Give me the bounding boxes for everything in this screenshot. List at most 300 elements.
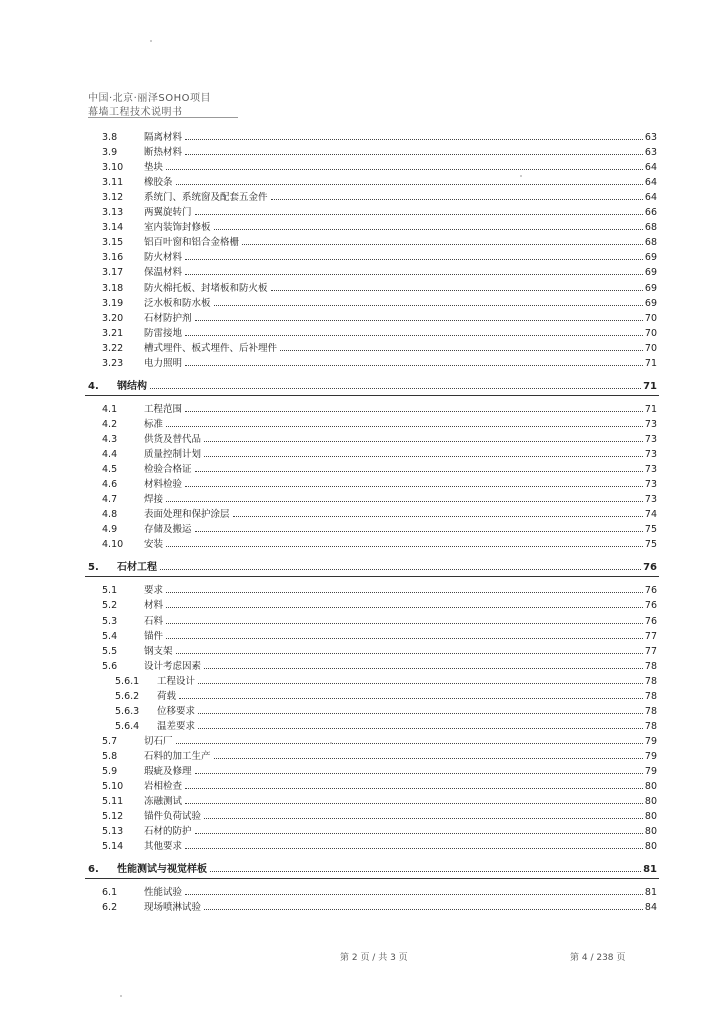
toc-entry xyxy=(144,750,657,764)
toc-subsection-row[interactable] xyxy=(0,705,724,719)
toc-leader-dots xyxy=(150,388,641,389)
toc-leader-dots xyxy=(195,773,643,774)
toc-leader-dots xyxy=(166,501,643,502)
toc-entry xyxy=(157,705,657,719)
toc-title: 槽式埋件、板式埋件、后补埋件 xyxy=(144,342,278,354)
toc-number: 6. xyxy=(88,864,99,876)
toc-title: 锚件负荷试验 xyxy=(144,811,202,823)
toc-leader-dots xyxy=(176,653,643,654)
toc-leader-dots xyxy=(195,833,643,834)
toc-entry xyxy=(144,433,657,447)
toc-title: 钢结构 xyxy=(117,380,147,392)
toc-entry xyxy=(144,266,657,280)
toc-number: 5.7 xyxy=(102,735,118,747)
toc-number: 5.10 xyxy=(102,781,124,793)
toc-page-number: 81 xyxy=(644,887,657,899)
toc-section-row[interactable] xyxy=(0,645,724,659)
toc-page-number: 79 xyxy=(644,750,657,762)
toc-section-row[interactable] xyxy=(0,327,724,341)
toc-page-number: 73 xyxy=(644,418,657,430)
toc-entry xyxy=(144,615,657,629)
toc-entry xyxy=(144,251,657,265)
toc-number: 3.14 xyxy=(102,222,124,234)
toc-number: 4.1 xyxy=(102,403,118,415)
toc-title: 供货及替代品 xyxy=(144,433,202,445)
toc-entry xyxy=(144,735,657,749)
toc-page-number: 75 xyxy=(644,539,657,551)
toc-entry xyxy=(144,901,657,915)
toc-entry xyxy=(144,765,657,779)
toc-number: 5.13 xyxy=(102,826,124,838)
toc-entry xyxy=(144,795,657,809)
toc-entry xyxy=(144,161,657,175)
scan-speck xyxy=(120,995,122,997)
toc-title: 安装 xyxy=(144,539,164,551)
chapter-divider xyxy=(85,878,659,879)
toc-section-row[interactable] xyxy=(0,599,724,613)
toc-page-number: 80 xyxy=(644,841,657,853)
toc-page-number: 77 xyxy=(644,630,657,642)
toc-chapter-row[interactable] xyxy=(0,380,724,394)
toc-page-number: 68 xyxy=(644,237,657,249)
toc-number: 5.6 xyxy=(102,660,118,672)
toc-entry xyxy=(144,645,657,659)
toc-title: 工程设计 xyxy=(157,675,196,687)
toc-section-row[interactable] xyxy=(0,146,724,160)
toc-page-number: 71 xyxy=(644,357,657,369)
toc-leader-dots xyxy=(185,365,643,366)
toc-entry xyxy=(144,508,657,522)
toc-page-number: 70 xyxy=(644,342,657,354)
toc-section-row[interactable] xyxy=(0,795,724,809)
toc-page-number: 80 xyxy=(644,826,657,838)
toc-page-number: 76 xyxy=(643,562,657,574)
toc-section-row[interactable] xyxy=(0,901,724,915)
toc-section-row[interactable] xyxy=(0,538,724,552)
toc-leader-dots xyxy=(176,184,643,185)
toc-number: 4.6 xyxy=(102,479,118,491)
toc-page-number: 75 xyxy=(644,524,657,536)
toc-entry xyxy=(117,863,657,877)
toc-entry xyxy=(144,282,657,296)
toc-title: 性能测试与视觉样板 xyxy=(117,864,207,876)
toc-page-number: 64 xyxy=(644,192,657,204)
toc-page-number: 76 xyxy=(644,585,657,597)
toc-page-number: 64 xyxy=(644,177,657,189)
toc-number: 5.1 xyxy=(102,585,118,597)
toc-leader-dots xyxy=(198,728,643,729)
toc-page-number: 63 xyxy=(644,132,657,143)
toc-number: 3.22 xyxy=(102,342,124,354)
toc-section-row[interactable] xyxy=(0,403,724,417)
toc-leader-dots xyxy=(242,244,643,245)
toc-leader-dots xyxy=(214,229,643,230)
toc-leader-dots xyxy=(214,305,643,306)
toc-entry xyxy=(144,327,657,341)
toc-section-row[interactable] xyxy=(0,463,724,477)
toc-leader-dots xyxy=(185,788,643,789)
toc-section-row[interactable] xyxy=(0,508,724,522)
toc-number: 3.20 xyxy=(102,312,124,324)
toc-leader-dots xyxy=(271,290,643,291)
toc-leader-dots xyxy=(185,274,643,275)
toc-section-row[interactable] xyxy=(0,615,724,629)
scan-speck xyxy=(520,175,522,177)
toc-title: 系统门、系统窗及配套五金件 xyxy=(144,192,268,204)
toc-page-number: 81 xyxy=(643,864,657,876)
toc-number: 5.14 xyxy=(102,841,124,853)
toc-section-row[interactable] xyxy=(0,780,724,794)
toc-section-row[interactable] xyxy=(0,282,724,296)
toc-title: 室内装饰封修板 xyxy=(144,222,211,234)
toc-leader-dots xyxy=(280,350,643,351)
toc-number: 3.17 xyxy=(102,267,124,279)
footer-page-of-document: 第 4 / 238 页 xyxy=(570,953,626,963)
toc-entry xyxy=(144,312,657,326)
toc-entry xyxy=(144,418,657,432)
toc-title: 检验合格证 xyxy=(144,464,192,476)
toc-title: 隔离材料 xyxy=(144,132,183,143)
toc-title: 保温材料 xyxy=(144,267,183,279)
toc-page-number: 78 xyxy=(644,660,657,672)
toc-number: 5.12 xyxy=(102,811,124,823)
chapter-divider xyxy=(85,395,659,396)
toc-entry xyxy=(144,538,657,552)
toc-entry xyxy=(144,463,657,477)
toc-leader-dots xyxy=(198,713,643,714)
toc-number: 5.5 xyxy=(102,645,118,657)
toc-leader-dots xyxy=(185,894,643,895)
toc-page-number: 73 xyxy=(644,479,657,491)
toc-title: 其他要求 xyxy=(144,841,183,853)
toc-section-row[interactable] xyxy=(0,750,724,764)
toc-page-number: 79 xyxy=(644,735,657,747)
project-title: 中国·北京·丽泽SOHO项目 xyxy=(88,93,211,104)
toc-section-row[interactable] xyxy=(0,161,724,175)
toc-subsection-row[interactable] xyxy=(0,675,724,689)
toc-leader-dots xyxy=(185,411,643,412)
toc-number: 4.9 xyxy=(102,524,118,536)
toc-entry xyxy=(144,191,657,205)
toc-number: 5.6.4 xyxy=(115,720,140,732)
toc-section-row[interactable] xyxy=(0,493,724,507)
toc-number: 3.10 xyxy=(102,162,124,174)
toc-title: 要求 xyxy=(144,585,164,597)
toc-title: 铝百叶窗和铝合金格栅 xyxy=(144,237,240,249)
toc-title: 垫块 xyxy=(144,162,164,174)
toc-page-number: 78 xyxy=(644,675,657,687)
toc-entry xyxy=(157,720,657,734)
toc-page-number: 80 xyxy=(644,781,657,793)
toc-title: 石材的防护 xyxy=(144,826,192,838)
toc-title: 工程范围 xyxy=(144,403,183,415)
toc-leader-dots xyxy=(185,335,643,336)
toc-page-number: 74 xyxy=(644,509,657,521)
toc-section-row[interactable] xyxy=(0,357,724,371)
toc-entry xyxy=(144,660,657,674)
toc-number: 5.2 xyxy=(102,600,118,612)
toc-section-row[interactable] xyxy=(0,448,724,462)
toc-section-row[interactable] xyxy=(0,478,724,492)
toc-number: 5. xyxy=(88,562,99,574)
toc-entry xyxy=(144,236,657,250)
toc-title: 石材防护剂 xyxy=(144,312,192,324)
toc-leader-dots xyxy=(233,516,643,517)
toc-leader-dots xyxy=(179,698,643,699)
toc-title: 石料 xyxy=(144,615,164,627)
toc-leader-dots xyxy=(210,871,641,872)
toc-entry xyxy=(144,584,657,598)
toc-entry xyxy=(144,599,657,613)
toc-number: 4.4 xyxy=(102,449,118,460)
toc-section-row[interactable] xyxy=(0,630,724,644)
toc-leader-dots xyxy=(204,909,643,910)
toc-title: 荷载 xyxy=(157,690,177,702)
toc-section-row[interactable] xyxy=(0,251,724,265)
toc-number: 3.16 xyxy=(102,252,124,264)
toc-entry xyxy=(144,448,657,462)
toc-title: 瑕疵及修理 xyxy=(144,766,192,777)
toc-page-number: 78 xyxy=(644,705,657,717)
toc-leader-dots xyxy=(204,668,643,669)
toc-leader-dots xyxy=(271,199,643,200)
toc-number: 4. xyxy=(88,380,99,392)
toc-section-row[interactable] xyxy=(0,191,724,205)
toc-title: 泛水板和防水板 xyxy=(144,297,211,309)
toc-leader-dots xyxy=(166,623,643,624)
toc-number: 5.9 xyxy=(102,766,118,777)
toc-leader-dots xyxy=(166,607,643,608)
toc-entry xyxy=(144,630,657,644)
footer-page-of-section: 第 2 页 / 共 3 页 xyxy=(340,953,408,963)
toc-page-number: 63 xyxy=(644,147,657,159)
toc-leader-dots xyxy=(214,758,643,759)
toc-title: 表面处理和保护涂层 xyxy=(144,509,230,521)
toc-leader-dots xyxy=(176,743,643,744)
toc-number: 5.3 xyxy=(102,615,118,627)
document-title: 幕墙工程技术说明书 xyxy=(88,107,183,118)
toc-section-row[interactable] xyxy=(0,523,724,537)
toc-section-row[interactable] xyxy=(0,266,724,280)
toc-section-row[interactable] xyxy=(0,886,724,900)
toc-section-row[interactable] xyxy=(0,206,724,220)
toc-section-row[interactable] xyxy=(0,131,724,145)
toc-number: 4.10 xyxy=(102,539,124,551)
toc-page-number: 78 xyxy=(644,690,657,702)
toc-page-number: 76 xyxy=(644,615,657,627)
toc-number: 3.11 xyxy=(102,177,124,189)
toc-section-row[interactable] xyxy=(0,433,724,447)
toc-number: 3.13 xyxy=(102,207,124,219)
toc-chapter-row[interactable] xyxy=(0,561,724,575)
toc-entry xyxy=(144,342,657,356)
toc-page-number: 73 xyxy=(644,433,657,445)
toc-section-row[interactable] xyxy=(0,297,724,311)
toc-number: 3.21 xyxy=(102,327,124,339)
toc-page-number: 80 xyxy=(644,796,657,808)
scan-speck xyxy=(330,742,332,744)
toc-entry xyxy=(144,478,657,492)
toc-leader-dots xyxy=(160,569,641,570)
toc-entry xyxy=(144,810,657,824)
toc-leader-dots xyxy=(198,683,643,684)
toc-title: 温差要求 xyxy=(157,720,196,732)
toc-number: 3.8 xyxy=(102,132,118,143)
toc-leader-dots xyxy=(166,638,643,639)
toc-section-row[interactable] xyxy=(0,660,724,674)
toc-number: 4.5 xyxy=(102,464,118,476)
scan-speck xyxy=(150,40,152,42)
toc-entry xyxy=(157,675,657,689)
toc-entry xyxy=(144,493,657,507)
toc-leader-dots xyxy=(185,259,643,260)
toc-section-row[interactable] xyxy=(0,221,724,235)
toc-page-number: 69 xyxy=(644,267,657,279)
toc-title: 橡胶条 xyxy=(144,177,173,189)
toc-entry xyxy=(117,561,657,575)
toc-section-row[interactable] xyxy=(0,312,724,326)
toc-number: 5.11 xyxy=(102,796,124,808)
toc-leader-dots xyxy=(166,546,643,547)
toc-number: 3.9 xyxy=(102,147,118,159)
toc-leader-dots xyxy=(185,139,643,140)
toc-title: 两翼旋转门 xyxy=(144,207,192,219)
toc-title: 断热材料 xyxy=(144,147,183,159)
toc-leader-dots xyxy=(185,848,643,849)
toc-subsection-row[interactable] xyxy=(0,720,724,734)
toc-page-number: 79 xyxy=(644,766,657,777)
toc-section-row[interactable] xyxy=(0,418,724,432)
toc-page-number: 70 xyxy=(644,312,657,324)
toc-entry xyxy=(144,221,657,235)
toc-entry xyxy=(144,403,657,417)
toc-leader-dots xyxy=(195,471,643,472)
toc-number: 5.6.2 xyxy=(115,690,140,702)
toc-leader-dots xyxy=(185,486,643,487)
toc-title: 钢支架 xyxy=(144,645,173,657)
toc-entry xyxy=(144,825,657,839)
toc-title: 石料的加工生产 xyxy=(144,750,211,762)
toc-title: 切石厂 xyxy=(144,735,173,747)
toc-number: 3.12 xyxy=(102,192,124,204)
toc-title: 焊接 xyxy=(144,494,164,506)
toc-title: 石材工程 xyxy=(117,562,157,574)
toc-number: 6.2 xyxy=(102,902,118,914)
toc-leader-dots xyxy=(166,426,643,427)
toc-entry xyxy=(144,146,657,160)
toc-page-number: 69 xyxy=(644,252,657,264)
toc-number: 4.7 xyxy=(102,494,118,506)
toc-leader-dots xyxy=(195,214,643,215)
toc-page-number: 71 xyxy=(643,380,657,392)
toc-number: 4.3 xyxy=(102,433,118,445)
toc-leader-dots xyxy=(195,531,643,532)
toc-section-row[interactable] xyxy=(0,840,724,854)
toc-page-number: 71 xyxy=(644,403,657,415)
toc-section-row[interactable] xyxy=(0,810,724,824)
toc-leader-dots xyxy=(195,320,643,321)
toc-title: 防雷接地 xyxy=(144,327,183,339)
toc-title: 现场喷淋试验 xyxy=(144,902,202,914)
toc-page-number: 73 xyxy=(644,449,657,460)
toc-title: 存储及搬运 xyxy=(144,524,192,536)
toc-entry xyxy=(144,176,657,190)
toc-subsection-row[interactable] xyxy=(0,690,724,704)
toc-title: 标准 xyxy=(144,418,164,430)
toc-section-row[interactable] xyxy=(0,236,724,250)
toc-entry xyxy=(157,690,657,704)
toc-title: 材料 xyxy=(144,600,164,612)
toc-page-number: 66 xyxy=(644,207,657,219)
toc-leader-dots xyxy=(204,441,643,442)
toc-page-number: 76 xyxy=(644,600,657,612)
toc-number: 3.15 xyxy=(102,237,124,249)
toc-page-number: 84 xyxy=(644,902,657,914)
chapter-divider xyxy=(85,576,659,577)
toc-leader-dots xyxy=(185,154,643,155)
toc-entry xyxy=(144,886,657,900)
toc-entry xyxy=(144,840,657,854)
toc-chapter-row[interactable] xyxy=(0,863,724,877)
toc-entry xyxy=(144,297,657,311)
toc-section-row[interactable] xyxy=(0,176,724,190)
toc-leader-dots xyxy=(204,456,643,457)
toc-page-number: 77 xyxy=(644,645,657,657)
toc-number: 3.23 xyxy=(102,357,124,369)
toc-page-number: 68 xyxy=(644,222,657,234)
toc-page-number: 80 xyxy=(644,811,657,823)
toc-page-number: 64 xyxy=(644,162,657,174)
toc-number: 5.6.3 xyxy=(115,705,140,717)
toc-title: 性能试验 xyxy=(144,887,183,899)
toc-section-row[interactable] xyxy=(0,825,724,839)
toc-title: 岩相检查 xyxy=(144,781,183,793)
toc-leader-dots xyxy=(204,818,643,819)
toc-page-number: 69 xyxy=(644,282,657,294)
toc-number: 4.8 xyxy=(102,509,118,521)
toc-section-row[interactable] xyxy=(0,765,724,779)
toc-title: 锚件 xyxy=(144,630,164,642)
toc-title: 质量控制计划 xyxy=(144,449,202,460)
toc-entry xyxy=(117,380,657,394)
toc-page-number: 73 xyxy=(644,464,657,476)
toc-entry xyxy=(144,780,657,794)
toc-entry xyxy=(144,523,657,537)
toc-leader-dots xyxy=(166,592,643,593)
toc-section-row[interactable] xyxy=(0,342,724,356)
toc-page-number: 73 xyxy=(644,494,657,506)
toc-page-number: 78 xyxy=(644,720,657,732)
toc-number: 5.6.1 xyxy=(115,675,140,687)
toc-leader-dots xyxy=(185,803,643,804)
toc-title: 防火材料 xyxy=(144,252,183,264)
toc-title: 材料检验 xyxy=(144,479,183,491)
toc-title: 冻融测试 xyxy=(144,796,183,808)
toc-number: 3.18 xyxy=(102,282,124,294)
toc-leader-dots xyxy=(166,169,643,170)
toc-entry xyxy=(144,357,657,371)
toc-entry xyxy=(144,206,657,220)
toc-section-row[interactable] xyxy=(0,584,724,598)
toc-title: 位移要求 xyxy=(157,705,196,717)
toc-number: 3.19 xyxy=(102,297,124,309)
toc-page-number: 69 xyxy=(644,297,657,309)
toc-number: 5.4 xyxy=(102,630,118,642)
toc-number: 5.8 xyxy=(102,750,118,762)
toc-title: 设计考虑因素 xyxy=(144,660,202,672)
toc-title: 防火棉托板、封堵板和防火板 xyxy=(144,282,268,294)
toc-section-row[interactable] xyxy=(0,735,724,749)
